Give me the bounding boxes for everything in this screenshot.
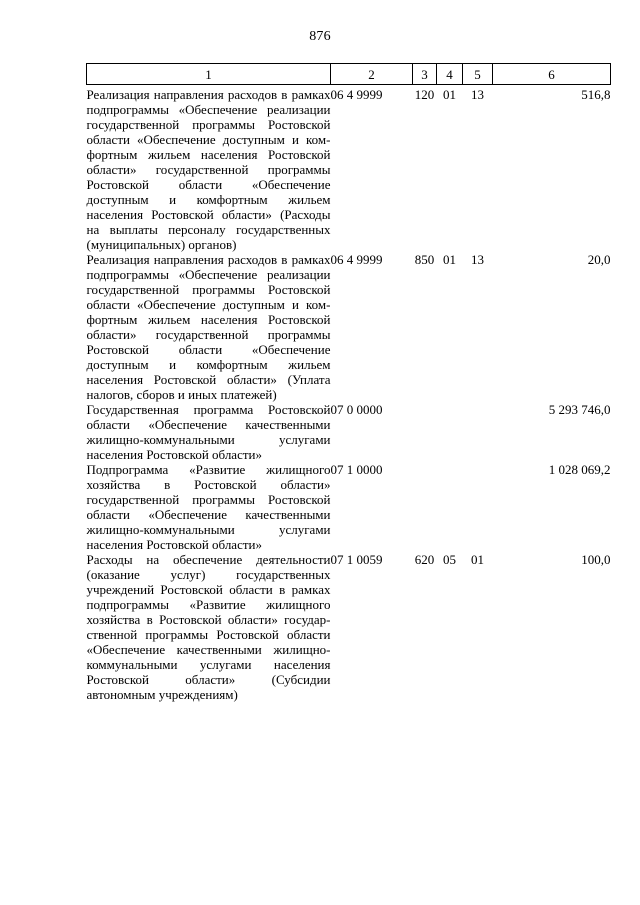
row-target-code: 06 4 9999 [330,87,383,102]
header-col-4: 4 [437,64,463,85]
page-number: 876 [309,29,331,44]
row-description: Государственная программа Ростовской области «Обеспечение качественными жилищно-коммунальными услугами населения Ростовской области» [86,402,331,462]
row-amount: 516,8 [581,87,611,102]
row-section: 05 [443,552,456,567]
row-target-code: 07 1 0000 [330,462,383,477]
header-col-2: 2 [331,64,413,85]
row-target-code: 06 4 9999 [330,252,383,267]
table-row [87,252,611,402]
row-subsection [463,462,493,552]
row-subsection: 13 [471,87,484,102]
table-row [87,552,611,702]
table-row [87,402,611,462]
row-expense-type: 850 [414,252,435,267]
row-description: Подпрограмма «Развитие жилищного хозяйства в Ростовской области» государственной программы Ростовской области «Обеспечение качественными жилищно-коммунальными услугами населения Ростовской области» [86,462,331,552]
header-col-3: 3 [413,64,437,85]
row-section [437,462,463,552]
row-section: 01 [443,252,456,267]
row-expense-type [413,402,437,462]
row-target-code: 07 0 0000 [330,402,383,417]
row-expense-type: 620 [414,552,435,567]
table-header-row [87,64,611,85]
row-section: 01 [443,87,456,102]
row-subsection: 01 [471,552,484,567]
row-target-code: 07 1 0059 [330,552,383,567]
row-amount: 100,0 [581,552,611,567]
row-section [437,402,463,462]
row-subsection [463,402,493,462]
budget-table [86,63,611,702]
row-amount: 5 293 746,0 [548,402,611,417]
table-row [87,462,611,552]
row-description: Реализация направления расходов в рамках подпрограммы «Обеспечение реализации государственной программы Ростовской области «Обеспечение доступным и комфортным жильем населения Ростовской области» государственной программы Ростовской области «Обеспечение доступным и комфортным жильем населения Ростовской области» (Уплата налогов, сборов и иных платежей) [86,252,331,402]
row-amount: 1 028 069,2 [548,462,611,477]
table-row [87,85,611,253]
row-description: Реализация направления расходов в рамках подпрограммы «Обеспечение реализации государственной программы Ростовской области «Обеспечение доступным и комфортным жильем населения Ростовской области» государственной программы Ростовской области «Обеспечение доступным и комфортным жильем населения Ростовской области» (Расходы на выплаты персоналу государственных (муниципальных) органов) [86,87,331,252]
row-description: Расходы на обеспечение деятельности (оказание услуг) государственных учреждений Ростовской области в рамках подпрограммы «Развитие жилищного хозяйства в Ростовской области» государственной программы Ростовской области «Обеспечение качественными жилищно-коммунальными услугами населения Ростовской области» (Субсидии автономным учреждениям) [86,552,331,702]
row-expense-type [413,462,437,552]
header-col-1: 1 [87,64,331,85]
header-col-5: 5 [463,64,493,85]
row-subsection: 13 [471,252,484,267]
row-expense-type: 120 [414,87,435,102]
header-col-6: 6 [493,64,611,85]
row-amount: 20,0 [587,252,611,267]
